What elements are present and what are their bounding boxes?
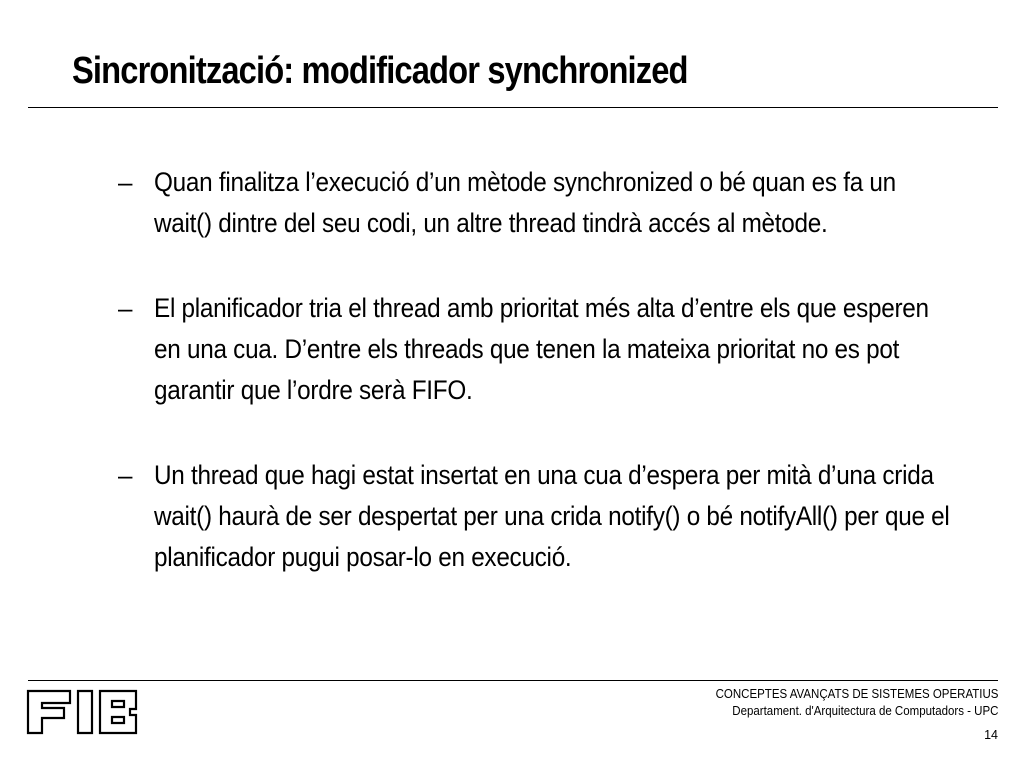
bullet-item	[118, 288, 978, 411]
bullet-text: El planificador tria el thread amb prioritat més alta d’entre els que esperen en una cua. D’entre els threads que tenen la mateixa prioritat no es pot garantir que l’ordre serà FIFO.	[154, 293, 929, 405]
bullet-dash: –	[118, 293, 133, 323]
bullet-text: Un thread que hagi estat insertat en una cua d’espera per mità d’una crida wait() haurà de ser despertat per una crida notify() o bé notifyAll() per que el planificador pugui posar-lo en execució.	[154, 460, 950, 572]
title-divider	[28, 107, 998, 108]
bullet-dash: –	[118, 167, 133, 197]
footer-text	[691, 686, 998, 720]
bullet-dash: –	[118, 460, 133, 490]
fib-logo	[26, 689, 138, 735]
bullet-list	[118, 162, 978, 622]
bullet-item	[118, 455, 978, 578]
footer-divider	[28, 680, 998, 681]
course-name: CONCEPTES AVANÇATS DE SISTEMES OPERATIUS	[715, 687, 998, 701]
slide-title: Sincronització: modificador synchronized	[72, 50, 688, 92]
department-name: Departament. d'Arquitectura de Computadors - UPC	[731, 704, 998, 718]
page-number: 14	[984, 728, 998, 742]
bullet-text: Quan finalitza l’execució d’un mètode synchronized o bé quan es fa un wait() dintre del seu codi, un altre thread tindrà accés al mètode.	[154, 167, 896, 238]
bullet-item	[118, 162, 978, 244]
